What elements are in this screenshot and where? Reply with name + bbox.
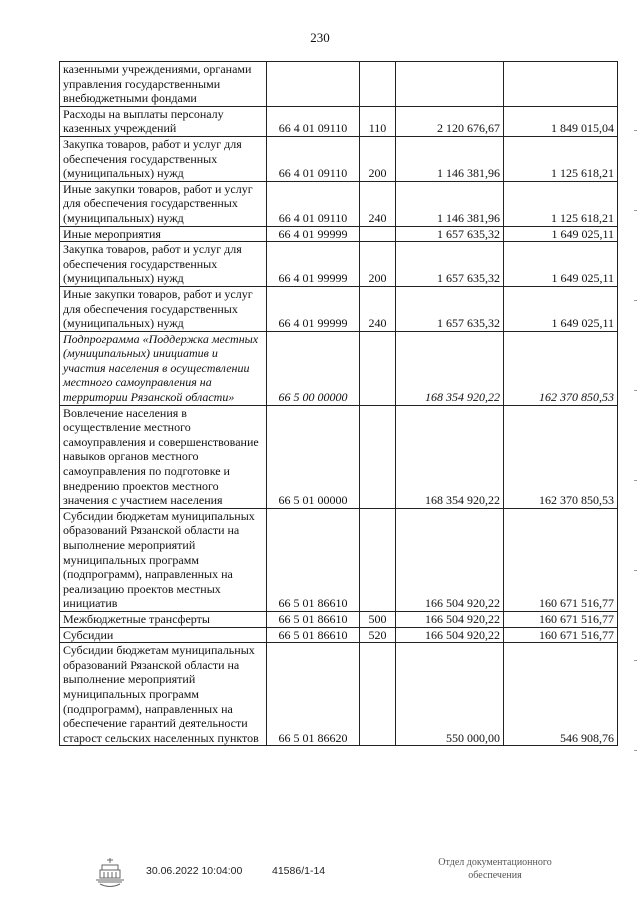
row-sum2-cell: 1 125 618,21 (504, 181, 618, 226)
row-type-cell (360, 331, 396, 405)
table-row (60, 611, 618, 627)
page-number: 230 (310, 30, 330, 45)
row-type-cell: 200 (360, 136, 396, 181)
row-name-cell: Иные закупки товаров, работ и услуг для обеспечения государственных (муниципальных) нужд (60, 181, 267, 226)
row-sum2-cell: 1 849 015,04 (504, 106, 618, 136)
table-row (60, 181, 618, 226)
row-code-cell: 66 4 01 99999 (267, 286, 360, 331)
row-sum2-cell: 1 649 025,11 (504, 242, 618, 287)
row-code-cell: 66 5 01 86610 (267, 611, 360, 627)
row-sum2-cell: 546 908,76 (504, 643, 618, 746)
row-sum2-cell: 160 671 516,77 (504, 627, 618, 643)
row-name-cell: казенными учреждениями, органами управления государственными внебюджетными фондами (60, 62, 267, 107)
row-name-cell: Расходы на выплаты персоналу казенных учреждений (60, 106, 267, 136)
row-sum1-cell: 166 504 920,22 (396, 627, 504, 643)
row-type-cell: 110 (360, 106, 396, 136)
row-name-cell: Иные мероприятия (60, 226, 267, 242)
row-sum1-cell: 1 657 635,32 (396, 226, 504, 242)
table-row (60, 331, 618, 405)
row-code-cell: 66 4 01 09110 (267, 181, 360, 226)
row-code-cell: 66 5 00 00000 (267, 331, 360, 405)
row-code-cell: 66 5 01 86610 (267, 627, 360, 643)
row-sum2-cell: 1 649 025,11 (504, 286, 618, 331)
row-sum2-cell (504, 62, 618, 107)
row-code-cell: 66 4 01 09110 (267, 136, 360, 181)
row-type-cell: 200 (360, 242, 396, 287)
row-sum1-cell: 1 657 635,32 (396, 242, 504, 287)
row-type-cell (360, 643, 396, 746)
table-row (60, 643, 618, 746)
footer-doc-number: 41586/1-14 (272, 865, 326, 877)
row-type-cell (360, 508, 396, 611)
row-name-cell: Межбюджетные трансферты (60, 611, 267, 627)
row-sum1-cell: 168 354 920,22 (396, 405, 504, 508)
row-type-cell (360, 226, 396, 242)
row-sum2-cell: 1 649 025,11 (504, 226, 618, 242)
row-sum1-cell: 1 146 381,96 (396, 136, 504, 181)
row-code-cell: 66 4 01 99999 (267, 242, 360, 287)
row-name-cell: Иные закупки товаров, работ и услуг для обеспечения государственных (муниципальных) нужд (60, 286, 267, 331)
table-row (60, 226, 618, 242)
row-code-cell: 66 4 01 09110 (267, 106, 360, 136)
row-type-cell: 520 (360, 627, 396, 643)
budget-table (59, 61, 618, 746)
row-sum1-cell: 168 354 920,22 (396, 331, 504, 405)
table-row (60, 106, 618, 136)
row-sum1-cell: 1 657 635,32 (396, 286, 504, 331)
budget-table-body (60, 62, 618, 746)
margin-marks (634, 90, 638, 810)
row-code-cell (267, 62, 360, 107)
row-sum1-cell: 2 120 676,67 (396, 106, 504, 136)
row-type-cell (360, 405, 396, 508)
row-name-cell: Подпрограмма «Поддержка местных (муниципальных) инициатив и участия населения в осуществлении местного самоуправления на территории Рязанской области» (60, 331, 267, 405)
row-type-cell: 500 (360, 611, 396, 627)
row-sum1-cell: 166 504 920,22 (396, 611, 504, 627)
coat-of-arms-icon (92, 856, 128, 890)
row-sum1-cell (396, 62, 504, 107)
row-sum2-cell: 162 370 850,53 (504, 405, 618, 508)
row-name-cell: Закупка товаров, работ и услуг для обеспечения государственных (муниципальных) нужд (60, 242, 267, 287)
row-sum1-cell: 1 146 381,96 (396, 181, 504, 226)
row-sum1-cell: 166 504 920,22 (396, 508, 504, 611)
row-type-cell (360, 62, 396, 107)
footer-department: Отдел документационного обеспечения (438, 857, 552, 881)
table-row (60, 62, 618, 107)
table-row (60, 136, 618, 181)
table-row (60, 286, 618, 331)
table-row (60, 242, 618, 287)
row-name-cell: Субсидии (60, 627, 267, 643)
row-sum2-cell: 1 125 618,21 (504, 136, 618, 181)
footer-date: 30.06.2022 10:04:00 (146, 865, 243, 877)
row-sum2-cell: 160 671 516,77 (504, 508, 618, 611)
row-type-cell: 240 (360, 286, 396, 331)
row-type-cell: 240 (360, 181, 396, 226)
table-row (60, 627, 618, 643)
row-sum1-cell: 550 000,00 (396, 643, 504, 746)
row-name-cell: Субсидии бюджетам муниципальных образований Рязанской области на выполнение мероприятий муниципальных программ (подпрограмм), направленных на реализацию проектов местных инициатив (60, 508, 267, 611)
table-row (60, 508, 618, 611)
table-row (60, 405, 618, 508)
row-name-cell: Вовлечение населения в осуществление местного самоуправления и совершенствование навыков органов местного самоуправления по подготовке и внедрению проектов местного значения с участием населения (60, 405, 267, 508)
row-name-cell: Субсидии бюджетам муниципальных образований Рязанской области на выполнение мероприятий муниципальных программ (подпрограмм), направленных на обеспечение гарантий деятельности старост сельских населенных пунктов (60, 643, 267, 746)
row-code-cell: 66 4 01 99999 (267, 226, 360, 242)
document-footer (0, 852, 640, 902)
row-code-cell: 66 5 01 86610 (267, 508, 360, 611)
row-code-cell: 66 5 01 00000 (267, 405, 360, 508)
row-sum2-cell: 162 370 850,53 (504, 331, 618, 405)
row-sum2-cell: 160 671 516,77 (504, 611, 618, 627)
row-code-cell: 66 5 01 86620 (267, 643, 360, 746)
row-name-cell: Закупка товаров, работ и услуг для обеспечения государственных (муниципальных) нужд (60, 136, 267, 181)
